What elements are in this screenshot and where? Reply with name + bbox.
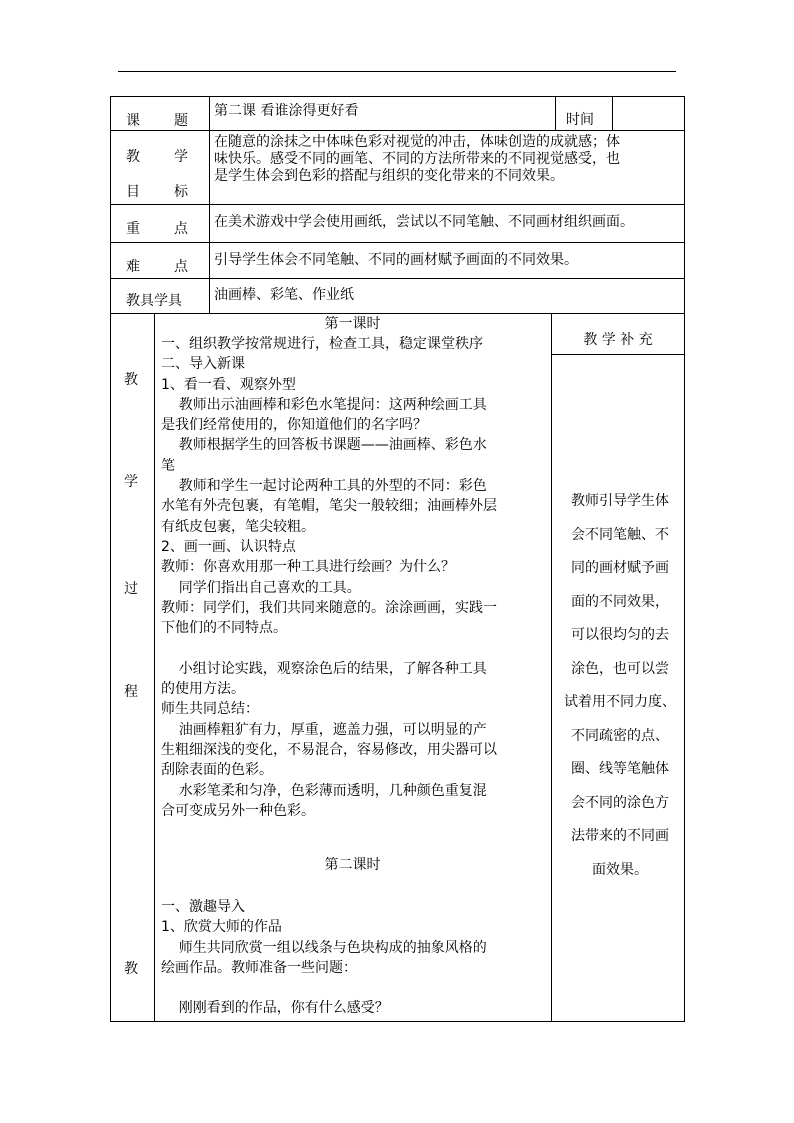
lesson-line: 刮除表面的色彩。 <box>161 762 273 779</box>
supplement-line: 同的画材赋予画 <box>571 560 669 576</box>
lesson-line: 绘画作品。教师准备一些问题： <box>161 959 357 976</box>
difficulties-label-b: 点 <box>174 259 188 275</box>
lesson2-body <box>161 897 549 1019</box>
lesson-line: 2、画一画、认识特点 <box>161 538 296 555</box>
lesson-line <box>161 978 549 998</box>
row-divider <box>110 204 685 205</box>
supplement-line: 不同疏密的点、 <box>571 727 669 744</box>
lesson-line: 有纸皮包裹，笔尖较粗。 <box>161 518 315 535</box>
tools-label: 教具学具 <box>126 293 182 309</box>
lesson-line: 水彩笔柔和匀净，色彩薄而透明，几种颜色重复混 <box>161 782 487 799</box>
header-rule <box>118 71 676 72</box>
supplement-title: 教 学 补 充 <box>583 332 653 348</box>
course-title: 第二课 看谁涂得更好看 <box>214 103 359 119</box>
lesson-line: 油画棒粗犷有力，厚重，遮盖力强，可以明显的产 <box>161 721 487 738</box>
supplement-line: 可以很均匀的去 <box>571 627 669 643</box>
lesson-line: 师生共同欣赏一组以线条与色块构成的抽象风格的 <box>161 939 487 956</box>
lesson-line: 一、组织教学按常规进行，检查工具，稳定课堂秩序 <box>161 336 483 352</box>
lesson-line: 教师：你喜欢用那一种工具进行绘画？为什么？ <box>161 559 455 576</box>
goals-label-b: 学 <box>174 149 188 165</box>
lesson2-title: 第二课时 <box>324 857 381 873</box>
supplement-line: 法带来的不同画 <box>571 828 669 844</box>
supplement-line: 涂色，也可以尝 <box>571 660 669 677</box>
lesson-line: 下他们的不同特点。 <box>161 620 287 637</box>
key-points-label-b: 点 <box>174 221 188 237</box>
lesson-line: 水笔有外壳包裹，有笔帽，笔尖一般较细；油画棒外层 <box>161 498 497 515</box>
difficulties-label-a: 难 <box>126 259 140 275</box>
goals-line: 味快乐。感受不同的画笔、不同的方法所带来的不同视觉感受，也 <box>214 151 620 167</box>
label-column-divider <box>209 96 210 313</box>
goals-label-d: 标 <box>174 184 188 200</box>
key-points-text: 在美术游戏中学会使用画纸，尝试以不同笔触、不同画材组织画面。 <box>214 214 634 230</box>
goals-label-c: 目 <box>126 184 140 200</box>
row-divider <box>110 242 685 243</box>
lesson-line: 同学们指出自己喜欢的工具。 <box>161 579 361 596</box>
goals-line: 在随意的涂抹之中体味色彩对视觉的冲击，体味创造的成就感；体 <box>214 134 620 150</box>
goals-text <box>214 134 620 185</box>
supplement-line: 面效果。 <box>592 861 648 878</box>
lesson-line: 的使用方法。 <box>161 681 245 698</box>
goals-label-a: 教 <box>126 149 140 165</box>
row-divider <box>110 278 685 279</box>
lesson1-body <box>161 334 549 821</box>
process-label-divider <box>154 313 155 1022</box>
key-points-label-a: 重 <box>126 221 140 237</box>
supplement-line: 面的不同效果， <box>571 593 669 610</box>
supplement-column-divider <box>551 313 552 1022</box>
course-label-b: 题 <box>174 113 188 129</box>
tools-text: 油画棒、彩笔、作业纸 <box>214 287 354 303</box>
difficulties-text: 引导学生体会不同笔触、不同的画材赋予画面的不同效果。 <box>214 252 578 268</box>
process-label-char: 教 <box>124 961 138 977</box>
process-label-char: 学 <box>124 474 138 490</box>
lesson1-title: 第一课时 <box>324 316 381 332</box>
course-label-a: 课 <box>126 113 140 129</box>
goals-line: 是学生体会到色彩的搭配与组织的变化带来的不同效果。 <box>214 168 564 184</box>
lesson-line: 小组讨论实践，观察涂色后的结果，了解各种工具 <box>161 660 487 677</box>
supplement-text <box>557 485 683 887</box>
supplement-line: 会不同的涂色方 <box>571 794 669 811</box>
row-divider <box>110 130 685 131</box>
lesson-line: 是我们经常使用的，你知道他们的名字吗？ <box>161 417 427 434</box>
supplement-line: 圈、线等笔触体 <box>571 761 669 777</box>
supplement-divider <box>551 354 685 355</box>
lesson-line: 教师和学生一起讨论两种工具的外型的不同：彩色 <box>161 478 487 495</box>
time-divider <box>555 96 556 130</box>
lesson-line <box>161 638 549 658</box>
supplement-line: 会不同笔触、不 <box>571 526 669 543</box>
lesson-line: 一、激趣导入 <box>161 899 245 915</box>
lesson-line: 教师根据学生的回答板书课题——油画棒、彩色水 <box>161 437 487 454</box>
supplement-line: 教师引导学生体 <box>571 493 669 509</box>
lesson-line: 1、看一看、观察外型 <box>161 376 296 393</box>
lesson-line: 合可变成另外一种色彩。 <box>161 802 315 819</box>
process-label-char: 教 <box>124 372 138 388</box>
lesson-line: 1、欣赏大师的作品 <box>161 919 282 936</box>
lesson-line: 二、导入新课 <box>161 356 245 373</box>
lesson-line: 笔 <box>161 457 175 474</box>
supplement-line: 试着用不同力度、 <box>564 694 676 710</box>
lesson-line: 刚刚看到的作品，你有什么感受？ <box>161 1000 389 1017</box>
lesson-line: 师生共同总结： <box>161 701 259 718</box>
process-label-char: 过 <box>124 581 138 597</box>
time-label: 时间 <box>566 112 594 128</box>
process-label-char: 程 <box>124 684 138 700</box>
time-value-divider <box>612 96 613 130</box>
lesson-line: 教师：同学们，我们共同来随意的。涂涂画画，实践一 <box>161 599 497 616</box>
lesson-line: 生粗细深浅的变化，不易混合，容易修改，用尖器可以 <box>161 741 497 758</box>
lesson-line: 教师出示油画棒和彩色水笔提问：这两种绘画工具 <box>161 396 487 413</box>
